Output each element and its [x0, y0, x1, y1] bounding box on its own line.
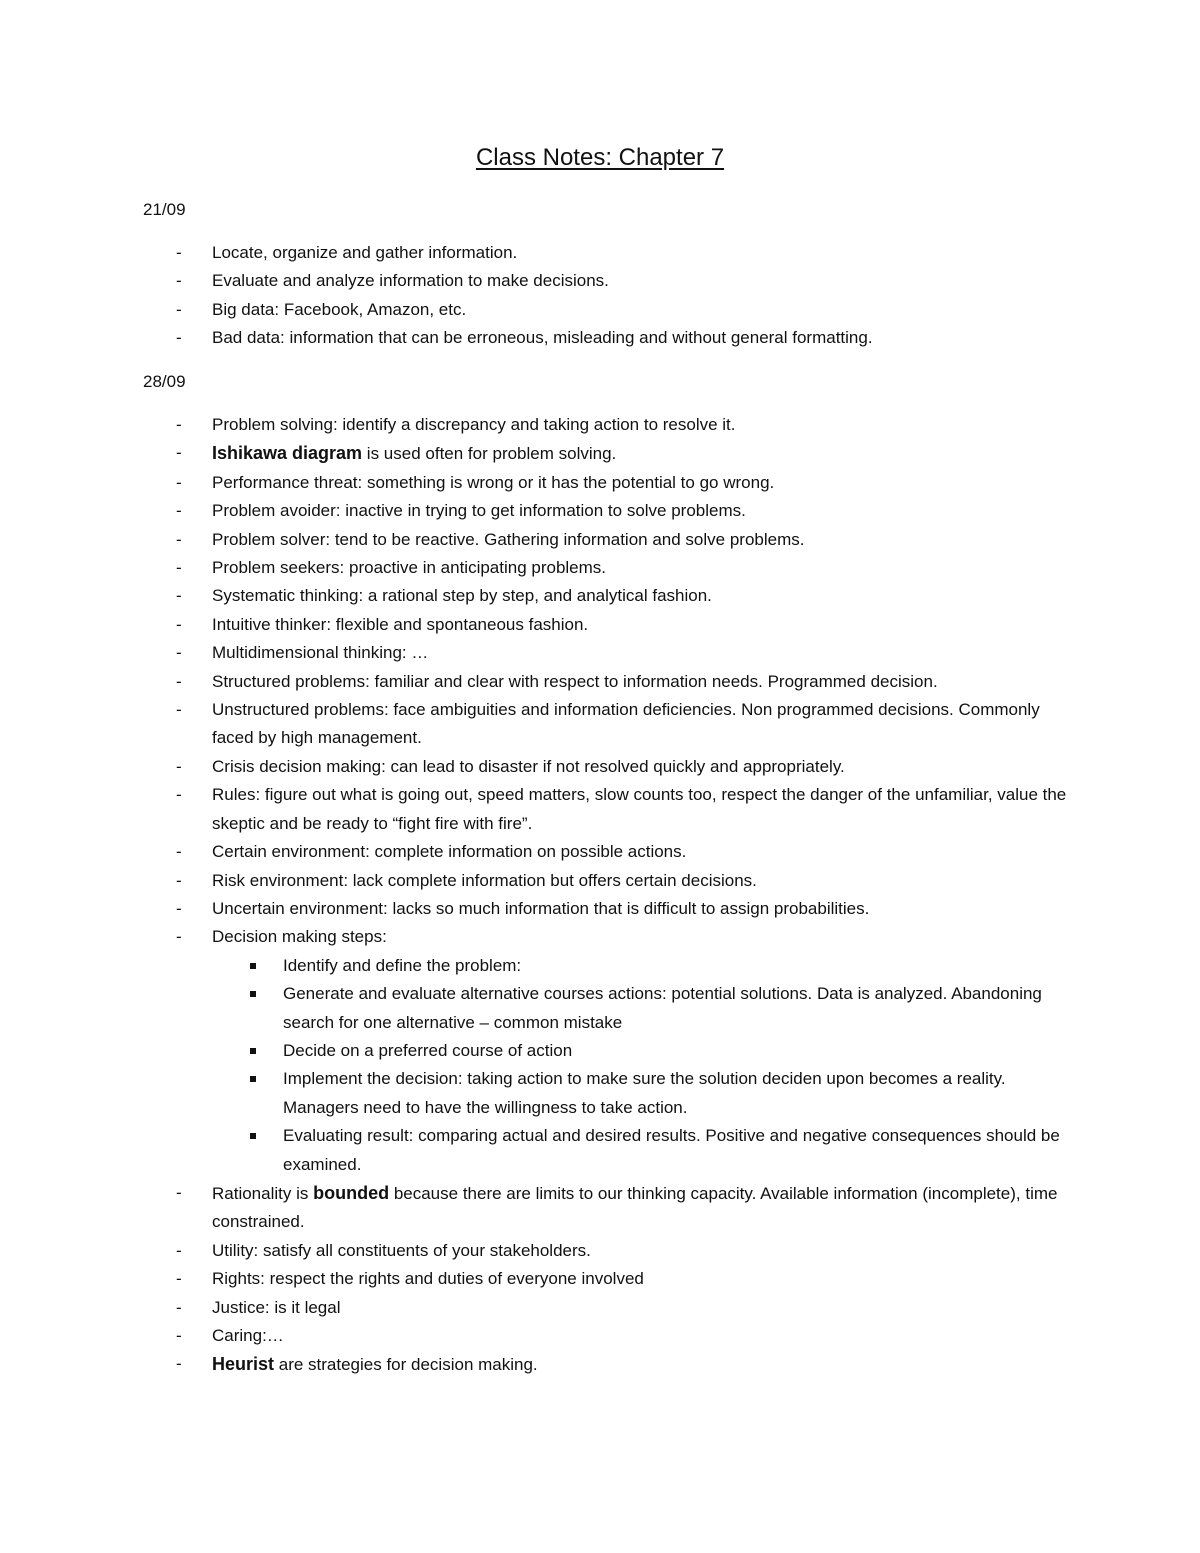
step-item: Implement the decision: taking action to make sure the solution deciden upon becomes a reality. Managers need to have the willingness to take action.: [212, 1065, 1070, 1122]
list-item: - Rights: respect the rights and duties of everyone involved: [0, 1265, 1200, 1293]
dash-bullet: -: [176, 501, 182, 521]
dash-bullet: -: [176, 671, 182, 691]
dash-bullet: -: [176, 586, 182, 606]
dash-bullet: -: [176, 614, 182, 634]
list-item: - Heurist are strategies for decision making.: [0, 1350, 1200, 1379]
list-item: - Rationality is bounded because there are limits to our thinking capacity. Available information (incomplete), time constrained.: [0, 1179, 1200, 1237]
dash-bullet: -: [176, 898, 182, 918]
list-item: - Evaluate and analyze information to make decisions.: [0, 267, 1200, 295]
list-item: - Bad data: information that can be erroneous, misleading and without general formatting.: [0, 324, 1200, 352]
list-item: - Uncertain environment: lacks so much information that is difficult to assign probabilities.: [0, 895, 1200, 923]
dash-bullet: -: [176, 1297, 182, 1317]
square-bullet: [250, 1076, 256, 1082]
list-item: - Utility: satisfy all constituents of your stakeholders.: [0, 1237, 1200, 1265]
dash-bullet: -: [176, 415, 182, 434]
square-bullet: [250, 991, 256, 997]
list-item: - Caring:…: [0, 1322, 1200, 1350]
list-item: - Risk environment: lack complete information but offers certain decisions.: [0, 867, 1200, 895]
list-item: - Certain environment: complete information on possible actions.: [0, 838, 1200, 866]
step-item: Evaluating result: comparing actual and desired results. Positive and negative consequences should be examined.: [212, 1122, 1070, 1179]
dash-bullet: -: [176, 472, 182, 492]
list-item: - Performance threat: something is wrong or it has the potential to go wrong.: [0, 469, 1200, 497]
list-item: - Big data: Facebook, Amazon, etc.: [0, 296, 1200, 324]
bold-term: bounded: [313, 1182, 390, 1203]
step-item: Generate and evaluate alternative courses actions: potential solutions. Data is analyzed. Abandoning search for one alternative – common mistake: [212, 980, 1070, 1037]
square-bullet: [250, 1048, 256, 1054]
list-item: - Unstructured problems: face ambiguities and information deficiencies. Non programmed decisions. Commonly faced by high management.: [0, 696, 1200, 753]
dash-bullet: -: [176, 558, 182, 578]
list-item: - Decision making steps: Identify and define the problem: Generate and evaluate alternative courses actions: potential solutions. Data is analyzed. Abandoning search for one alternative – common mistake Decide on a preferred course of action Implement the decision: taking action to make sure the solution deciden upon becomes a reality. Managers need to have the willingness to take action. Evaluating result: comparing actual and desired results. Positive and negative consequences should be examined.: [0, 923, 1200, 1179]
dash-bullet: -: [176, 1354, 182, 1374]
list-item: - Crisis decision making: can lead to disaster if not resolved quickly and appropriately.: [0, 753, 1200, 781]
dash-bullet: -: [176, 271, 182, 291]
dash-bullet: -: [176, 529, 182, 549]
page-title: Class Notes: Chapter 7: [475, 144, 725, 171]
dash-bullet: -: [176, 756, 182, 776]
list-item: - Problem seekers: proactive in anticipating problems.: [0, 554, 1200, 582]
decision-steps-list: [212, 952, 1070, 1179]
dash-bullet: -: [176, 842, 182, 862]
list-item: - Ishikawa diagram is used often for problem solving.: [0, 439, 1200, 468]
date-heading: 28/09: [143, 372, 186, 391]
list-item: - Problem solving: identify a discrepancy and taking action to resolve it.: [0, 411, 1200, 439]
dash-bullet: -: [176, 1326, 182, 1345]
date-heading: 21/09: [143, 200, 186, 219]
list-item: - Problem solver: tend to be reactive. Gathering information and solve problems.: [0, 526, 1200, 554]
dash-bullet: -: [176, 328, 182, 348]
dash-bullet: -: [176, 870, 182, 890]
dash-bullet: -: [176, 643, 182, 663]
list-item: - Problem avoider: inactive in trying to get information to solve problems.: [0, 497, 1200, 525]
notes-list-21-09: [0, 239, 1200, 353]
dash-bullet: -: [176, 243, 182, 262]
list-item: - Systematic thinking: a rational step by step, and analytical fashion.: [0, 582, 1200, 610]
dash-bullet: -: [176, 1182, 182, 1202]
list-item: - Intuitive thinker: flexible and spontaneous fashion.: [0, 611, 1200, 639]
dash-bullet: -: [176, 927, 182, 947]
square-bullet: [250, 963, 256, 969]
dash-bullet: -: [176, 1240, 182, 1260]
step-item: Identify and define the problem:: [212, 952, 1070, 980]
step-item: Decide on a preferred course of action: [212, 1037, 1070, 1065]
dash-bullet: -: [176, 700, 182, 720]
list-item: - Rules: figure out what is going out, speed matters, slow counts too, respect the danger of the unfamiliar, value the skeptic and be ready to “fight fire with fire”.: [0, 781, 1200, 838]
bold-term: Ishikawa diagram: [212, 443, 363, 464]
square-bullet: [250, 1133, 256, 1139]
dash-bullet: -: [176, 785, 182, 805]
notes-list-28-09: [0, 411, 1200, 1380]
bold-term: Heurist: [212, 1354, 275, 1375]
list-item: - Structured problems: familiar and clear with respect to information needs. Programmed decision.: [0, 668, 1200, 696]
list-item: - Locate, organize and gather information.: [0, 239, 1200, 267]
dash-bullet: -: [176, 443, 182, 463]
list-item: - Multidimensional thinking: …: [0, 639, 1200, 667]
list-item: - Justice: is it legal: [0, 1294, 1200, 1322]
dash-bullet: -: [176, 1269, 182, 1289]
dash-bullet: -: [176, 299, 182, 319]
